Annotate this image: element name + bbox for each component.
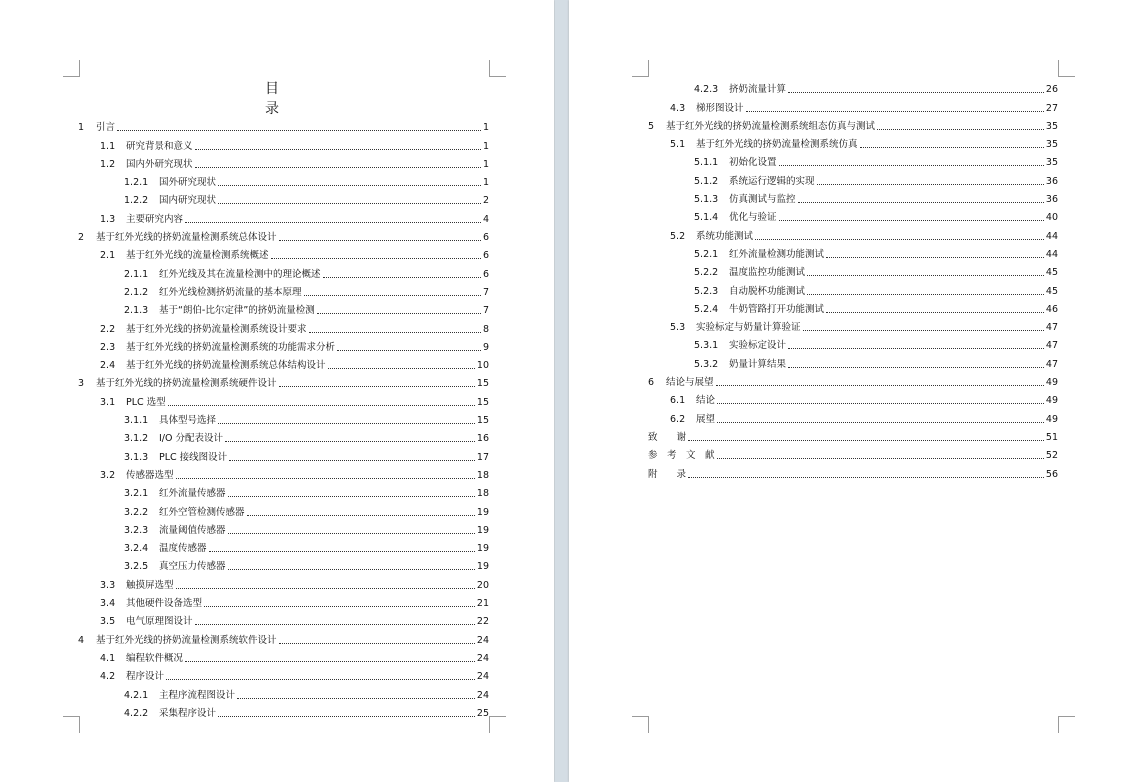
- toc-dot-leader: [798, 202, 1044, 203]
- toc-dot-leader: [279, 643, 475, 644]
- toc-entry-number: 3.2.1: [124, 488, 149, 500]
- toc-entry-title: 红外空管检测传感器: [159, 506, 245, 518]
- toc-entry-number: 2.1: [100, 250, 116, 262]
- toc-entry[interactable]: [648, 224, 1058, 242]
- toc-entry-title: 参 考 文 献: [648, 450, 715, 462]
- toc-entry-title: 结论: [696, 395, 716, 407]
- toc-dot-leader: [788, 92, 1044, 93]
- document-page-right: [569, 0, 1127, 782]
- toc-entry-page: 19: [476, 561, 489, 573]
- toc-dot-leader: [209, 551, 475, 552]
- toc-entry-title: 温度传感器: [159, 543, 207, 555]
- toc-entry[interactable]: [78, 354, 489, 372]
- toc-entry[interactable]: [78, 153, 489, 171]
- toc-entry-page: 1: [482, 158, 489, 170]
- toc-entry-title: 展望: [696, 413, 716, 425]
- toc-dot-leader: [309, 332, 481, 333]
- toc-entry-page: 19: [476, 506, 489, 518]
- toc-title: 目 录: [265, 81, 305, 117]
- toc-entry-number: 1.2.2: [124, 195, 149, 207]
- toc-dot-leader: [717, 422, 1044, 423]
- toc-dot-leader: [337, 350, 481, 351]
- margin-corner-mark: [489, 60, 506, 77]
- toc-entry-page: 8: [482, 323, 489, 335]
- toc-entry-page: 49: [1045, 413, 1058, 425]
- toc-entry-title: 初始化设置: [729, 157, 777, 169]
- toc-entry-number: 3.1: [100, 396, 116, 408]
- toc-entry-number: 2.1.1: [124, 268, 149, 280]
- toc-entry[interactable]: [648, 444, 1058, 462]
- toc-entry-number: 3.1.3: [124, 451, 149, 463]
- toc-entry-number: 4.3: [670, 102, 686, 114]
- toc-entry[interactable]: [648, 261, 1058, 279]
- toc-dot-leader: [168, 405, 475, 406]
- toc-entry-page: 44: [1045, 230, 1058, 242]
- toc-entry-number: 5.1.3: [694, 194, 719, 206]
- toc-entry[interactable]: [78, 372, 489, 390]
- toc-dot-leader: [746, 111, 1044, 112]
- toc-dot-leader: [247, 515, 475, 516]
- toc-entry[interactable]: [648, 151, 1058, 169]
- toc-entry-page: 36: [1045, 175, 1058, 187]
- toc-entry-page: 36: [1045, 194, 1058, 206]
- margin-corner-mark: [632, 716, 649, 733]
- toc-entry-title: 主要研究内容: [126, 213, 184, 225]
- toc-entry[interactable]: [78, 390, 489, 408]
- toc-entry-page: 19: [476, 543, 489, 555]
- toc-entry-page: 7: [482, 286, 489, 298]
- toc-entry[interactable]: [78, 537, 489, 555]
- toc-entry-title: 基于红外光线的挤奶流量检测系统组态仿真与测试: [666, 120, 876, 132]
- toc-entry-page: 19: [476, 524, 489, 536]
- toc-entry[interactable]: [78, 409, 489, 427]
- toc-dot-leader: [807, 294, 1044, 295]
- toc-entry[interactable]: [78, 116, 489, 134]
- toc-dot-leader: [716, 385, 1044, 386]
- toc-entry-title: 系统功能测试: [696, 230, 754, 242]
- margin-corner-mark: [632, 60, 649, 77]
- toc-entry-number: 3.2.5: [124, 561, 149, 573]
- toc-entry-number: 3.2.4: [124, 543, 149, 555]
- toc-entry-page: 20: [476, 579, 489, 591]
- toc-entry[interactable]: [648, 389, 1058, 407]
- toc-entry[interactable]: [78, 445, 489, 463]
- toc-entry-page: 24: [476, 634, 489, 646]
- toc-entry-page: 10: [476, 360, 489, 372]
- toc-entry-number: 2.2: [100, 323, 116, 335]
- toc-entry-number: 6: [648, 377, 655, 389]
- toc-dot-leader: [323, 277, 481, 278]
- toc-dot-leader: [218, 203, 481, 204]
- toc-entry[interactable]: [78, 226, 489, 244]
- toc-list-right: [648, 78, 1058, 481]
- toc-entry-page: 21: [476, 598, 489, 610]
- toc-entry[interactable]: [648, 78, 1058, 96]
- toc-dot-leader: [195, 149, 481, 150]
- toc-dot-leader: [185, 661, 475, 662]
- toc-entry-title: 基于红外光线的挤奶流量检测系统的功能需求分析: [126, 341, 336, 353]
- toc-entry[interactable]: [78, 482, 489, 500]
- toc-entry[interactable]: [78, 500, 489, 518]
- toc-entry-page: 18: [476, 469, 489, 481]
- toc-entry-title: 引言: [96, 122, 116, 134]
- toc-entry-title: 程序设计: [126, 671, 165, 683]
- toc-entry-page: 35: [1045, 120, 1058, 132]
- toc-entry-number: 3.3: [100, 579, 116, 591]
- toc-entry-title: 仿真测试与监控: [729, 194, 796, 206]
- toc-dot-leader: [228, 496, 475, 497]
- toc-entry-number: 1.2.1: [124, 177, 149, 189]
- toc-entry-title: 触摸屏选型: [126, 579, 174, 591]
- toc-entry[interactable]: [78, 427, 489, 445]
- toc-entry[interactable]: [78, 317, 489, 335]
- toc-entry-number: 5.2.2: [694, 267, 719, 279]
- toc-dot-leader: [237, 698, 475, 699]
- toc-entry-title: 梯形图设计: [696, 102, 744, 114]
- toc-entry-title: 结论与展望: [666, 377, 714, 389]
- margin-corner-mark: [1058, 716, 1075, 733]
- toc-dot-leader: [860, 147, 1044, 148]
- toc-entry-number: 3.2: [100, 469, 116, 481]
- toc-dot-leader: [218, 185, 481, 186]
- toc-dot-leader: [788, 367, 1044, 368]
- toc-entry-title: 采集程序设计: [159, 707, 217, 719]
- toc-entry-page: 24: [476, 652, 489, 664]
- toc-entry[interactable]: [78, 665, 489, 683]
- toc-entry[interactable]: [648, 298, 1058, 316]
- toc-entry-title: 奶量计算结果: [729, 358, 787, 370]
- toc-entry[interactable]: [648, 133, 1058, 151]
- toc-entry[interactable]: [648, 169, 1058, 187]
- toc-entry-title: 国内外研究现状: [126, 158, 193, 170]
- toc-entry[interactable]: [78, 171, 489, 189]
- toc-entry-page: 51: [1045, 431, 1058, 443]
- toc-entry-title: PLC 接线图设计: [159, 451, 228, 463]
- toc-entry[interactable]: [648, 96, 1058, 114]
- toc-entry-number: 3.5: [100, 616, 116, 628]
- toc-entry-title: 流量阈值传感器: [159, 524, 226, 536]
- toc-entry[interactable]: [78, 134, 489, 152]
- toc-dot-leader: [176, 588, 475, 589]
- toc-entry-number: 4.2.2: [124, 707, 149, 719]
- toc-entry-page: 47: [1045, 322, 1058, 334]
- toc-entry-page: 1: [482, 140, 489, 152]
- toc-entry-title: 传感器选型: [126, 469, 174, 481]
- toc-entry-number: 5.3.1: [694, 340, 719, 352]
- toc-entry-page: 25: [476, 707, 489, 719]
- toc-entry-title: I/O 分配表设计: [159, 433, 223, 445]
- toc-entry-number: 5.3: [670, 322, 686, 334]
- toc-entry-page: 27: [1045, 102, 1058, 114]
- toc-entry-page: 49: [1045, 395, 1058, 407]
- toc-dot-leader: [817, 184, 1044, 185]
- toc-entry-page: 1: [482, 122, 489, 134]
- toc-entry[interactable]: [78, 262, 489, 280]
- toc-entry[interactable]: [78, 299, 489, 317]
- toc-dot-leader: [195, 167, 481, 168]
- toc-entry[interactable]: [78, 702, 489, 720]
- toc-dot-leader: [877, 129, 1044, 130]
- toc-entry-title: 实验标定设计: [729, 340, 787, 352]
- toc-entry-page: 15: [476, 415, 489, 427]
- toc-entry-number: 5.2: [670, 230, 686, 242]
- toc-entry-page: 6: [482, 232, 489, 244]
- toc-entry-number: 3.4: [100, 598, 116, 610]
- toc-entry-number: 2.3: [100, 341, 116, 353]
- toc-entry-title: 其他硬件设备选型: [126, 598, 203, 610]
- toc-dot-leader: [755, 239, 1044, 240]
- toc-entry-number: 1.3: [100, 213, 116, 225]
- toc-entry[interactable]: [78, 464, 489, 482]
- toc-entry-number: 3: [78, 378, 85, 390]
- toc-entry-number: 1.1: [100, 140, 116, 152]
- toc-entry[interactable]: [78, 555, 489, 573]
- toc-entry[interactable]: [78, 628, 489, 646]
- toc-dot-leader: [779, 165, 1044, 166]
- toc-dot-leader: [803, 330, 1044, 331]
- page-gutter: [555, 0, 568, 782]
- toc-entry[interactable]: [78, 683, 489, 701]
- toc-entry-title: 温度监控功能测试: [729, 267, 806, 279]
- toc-entry-number: 5.1.1: [694, 157, 719, 169]
- toc-entry-number: 2.4: [100, 360, 116, 372]
- toc-dot-leader: [717, 403, 1044, 404]
- toc-entry-title: 基于红外光线的挤奶流量检测系统设计要求: [126, 323, 307, 335]
- toc-entry-page: 56: [1045, 468, 1058, 480]
- toc-dot-leader: [195, 624, 475, 625]
- toc-entry-number: 3.2.2: [124, 506, 149, 518]
- toc-entry-number: 2.1.3: [124, 305, 149, 317]
- toc-dot-leader: [117, 130, 481, 131]
- toc-entry-page: 45: [1045, 285, 1058, 297]
- toc-entry-title: 基于红外光线的挤奶流量检测系统硬件设计: [96, 378, 277, 390]
- toc-entry-title: 真空压力传感器: [159, 561, 226, 573]
- toc-entry-number: 3.1.1: [124, 415, 149, 427]
- toc-entry[interactable]: [78, 573, 489, 591]
- toc-entry-title: 优化与验证: [729, 212, 777, 224]
- toc-entry-title: 具体型号选择: [159, 415, 217, 427]
- toc-entry-title: 电气原理图设计: [126, 616, 193, 628]
- toc-dot-leader: [218, 716, 475, 717]
- toc-entry-page: 6: [482, 250, 489, 262]
- toc-entry[interactable]: [78, 189, 489, 207]
- toc-entry-number: 5.2.4: [694, 303, 719, 315]
- toc-entry-number: 4.2.1: [124, 689, 149, 701]
- margin-corner-mark: [63, 60, 80, 77]
- toc-entry[interactable]: [78, 592, 489, 610]
- toc-entry-number: 3.1.2: [124, 433, 149, 445]
- toc-entry-page: 7: [482, 305, 489, 317]
- toc-entry-title: 基于红外光线的流量检测系统概述: [126, 250, 269, 262]
- toc-entry-page: 18: [476, 488, 489, 500]
- toc-entry-page: 35: [1045, 157, 1058, 169]
- toc-entry-number: 5.3.2: [694, 358, 719, 370]
- toc-dot-leader: [218, 423, 475, 424]
- toc-entry-title: 基于红外光线的挤奶流量检测系统仿真: [696, 139, 858, 151]
- toc-dot-leader: [225, 441, 475, 442]
- toc-entry-title: 编程软件概况: [126, 652, 184, 664]
- toc-dot-leader: [279, 240, 481, 241]
- toc-entry-title: 牛奶管路打开功能测试: [729, 303, 825, 315]
- toc-entry-number: 5.1.2: [694, 175, 719, 187]
- toc-entry-page: 47: [1045, 358, 1058, 370]
- toc-entry-page: 44: [1045, 248, 1058, 260]
- toc-entry-number: 2.1.2: [124, 286, 149, 298]
- toc-entry-number: 4: [78, 634, 85, 646]
- toc-entry-page: 22: [476, 616, 489, 628]
- toc-dot-leader: [317, 313, 481, 314]
- toc-entry-number: 6.1: [670, 395, 686, 407]
- toc-entry[interactable]: [648, 206, 1058, 224]
- toc-entry-number: 6.2: [670, 413, 686, 425]
- toc-entry-page: 6: [482, 268, 489, 280]
- toc-entry[interactable]: [648, 115, 1058, 133]
- toc-entry-page: 47: [1045, 340, 1058, 352]
- toc-entry-title: 自动脱杯功能测试: [729, 285, 806, 297]
- toc-dot-leader: [826, 312, 1044, 313]
- toc-entry-page: 24: [476, 689, 489, 701]
- toc-entry-title: 附 录: [648, 468, 687, 480]
- toc-dot-leader: [328, 368, 475, 369]
- toc-entry-number: 2: [78, 232, 85, 244]
- toc-entry[interactable]: [78, 519, 489, 537]
- toc-entry-number: 5.1: [670, 139, 686, 151]
- toc-entry-page: 4: [482, 213, 489, 225]
- toc-list-left: [78, 116, 489, 720]
- margin-corner-mark: [1058, 60, 1075, 77]
- toc-entry-page: 45: [1045, 267, 1058, 279]
- toc-dot-leader: [176, 478, 475, 479]
- toc-entry-title: 红外流量检测功能测试: [729, 248, 825, 260]
- toc-dot-leader: [779, 220, 1044, 221]
- toc-dot-leader: [279, 386, 475, 387]
- toc-entry[interactable]: [78, 336, 489, 354]
- toc-entry-title: 研究背景和意义: [126, 140, 193, 152]
- toc-dot-leader: [788, 348, 1044, 349]
- toc-dot-leader: [717, 458, 1044, 459]
- toc-entry-title: PLC 选型: [126, 396, 166, 408]
- toc-entry[interactable]: [648, 407, 1058, 425]
- toc-entry-page: 46: [1045, 303, 1058, 315]
- toc-entry-number: 5.2.3: [694, 285, 719, 297]
- document-page-left: [0, 0, 554, 782]
- toc-entry[interactable]: [648, 316, 1058, 334]
- toc-entry-number: 3.2.3: [124, 524, 149, 536]
- toc-entry-title: 致 谢: [648, 431, 687, 443]
- toc-entry[interactable]: [78, 281, 489, 299]
- toc-entry-number: 4.2: [100, 671, 116, 683]
- toc-dot-leader: [166, 679, 475, 680]
- toc-entry[interactable]: [78, 244, 489, 262]
- toc-entry[interactable]: [648, 334, 1058, 352]
- toc-entry-page: 52: [1045, 450, 1058, 462]
- toc-entry-page: 24: [476, 671, 489, 683]
- toc-entry[interactable]: [648, 462, 1058, 480]
- toc-entry[interactable]: [648, 243, 1058, 261]
- toc-entry-page: 26: [1045, 84, 1058, 96]
- toc-entry-title: 国内研究现状: [159, 195, 217, 207]
- toc-entry[interactable]: [78, 207, 489, 225]
- toc-entry-title: 红外流量传感器: [159, 488, 226, 500]
- toc-entry[interactable]: [78, 647, 489, 665]
- toc-entry-page: 49: [1045, 377, 1058, 389]
- toc-entry-page: 17: [476, 451, 489, 463]
- toc-entry-title: 系统运行逻辑的实现: [729, 175, 815, 187]
- toc-entry-title: 主程序流程图设计: [159, 689, 236, 701]
- toc-dot-leader: [228, 569, 475, 570]
- toc-entry-title: 挤奶流量计算: [729, 84, 787, 96]
- toc-entry-title: 基于红外光线的挤奶流量检测系统软件设计: [96, 634, 277, 646]
- toc-dot-leader: [185, 222, 481, 223]
- toc-dot-leader: [688, 440, 1044, 441]
- toc-entry-number: 5.2.1: [694, 248, 719, 260]
- toc-entry[interactable]: [648, 188, 1058, 206]
- toc-entry-title: 实验标定与奶量计算验证: [696, 322, 801, 334]
- toc-entry-page: 16: [476, 433, 489, 445]
- toc-entry-number: 1.2: [100, 158, 116, 170]
- toc-entry-title: 红外光线及其在流量检测中的理论概述: [159, 268, 321, 280]
- toc-entry-page: 1: [482, 177, 489, 189]
- toc-entry-page: 35: [1045, 139, 1058, 151]
- toc-entry-title: 基于“朗伯-比尔定律”的挤奶流量检测: [159, 305, 315, 317]
- toc-entry[interactable]: [648, 426, 1058, 444]
- toc-dot-leader: [304, 295, 481, 296]
- toc-dot-leader: [204, 606, 475, 607]
- toc-entry[interactable]: [78, 610, 489, 628]
- toc-dot-leader: [271, 258, 481, 259]
- toc-entry[interactable]: [648, 371, 1058, 389]
- toc-entry-title: 红外光线检测挤奶流量的基本原理: [159, 286, 302, 298]
- toc-dot-leader: [688, 477, 1044, 478]
- toc-dot-leader: [228, 533, 475, 534]
- toc-entry-page: 15: [476, 378, 489, 390]
- toc-entry[interactable]: [648, 279, 1058, 297]
- toc-entry-title: 基于红外光线的挤奶流量检测系统总体设计: [96, 232, 277, 244]
- toc-dot-leader: [229, 460, 475, 461]
- toc-entry-page: 15: [476, 396, 489, 408]
- toc-entry-title: 基于红外光线的挤奶流量检测系统总体结构设计: [126, 360, 326, 372]
- margin-corner-mark: [489, 716, 506, 733]
- toc-entry-page: 2: [482, 195, 489, 207]
- toc-dot-leader: [826, 257, 1044, 258]
- toc-entry-number: 4.1: [100, 652, 116, 664]
- toc-entry[interactable]: [648, 352, 1058, 370]
- toc-entry-title: 国外研究现状: [159, 177, 217, 189]
- toc-entry-number: 4.2.3: [694, 84, 719, 96]
- toc-entry-page: 9: [482, 341, 489, 353]
- toc-entry-number: 1: [78, 122, 85, 134]
- toc-entry-number: 5: [648, 120, 655, 132]
- toc-dot-leader: [807, 275, 1044, 276]
- toc-entry-page: 40: [1045, 212, 1058, 224]
- toc-entry-number: 5.1.4: [694, 212, 719, 224]
